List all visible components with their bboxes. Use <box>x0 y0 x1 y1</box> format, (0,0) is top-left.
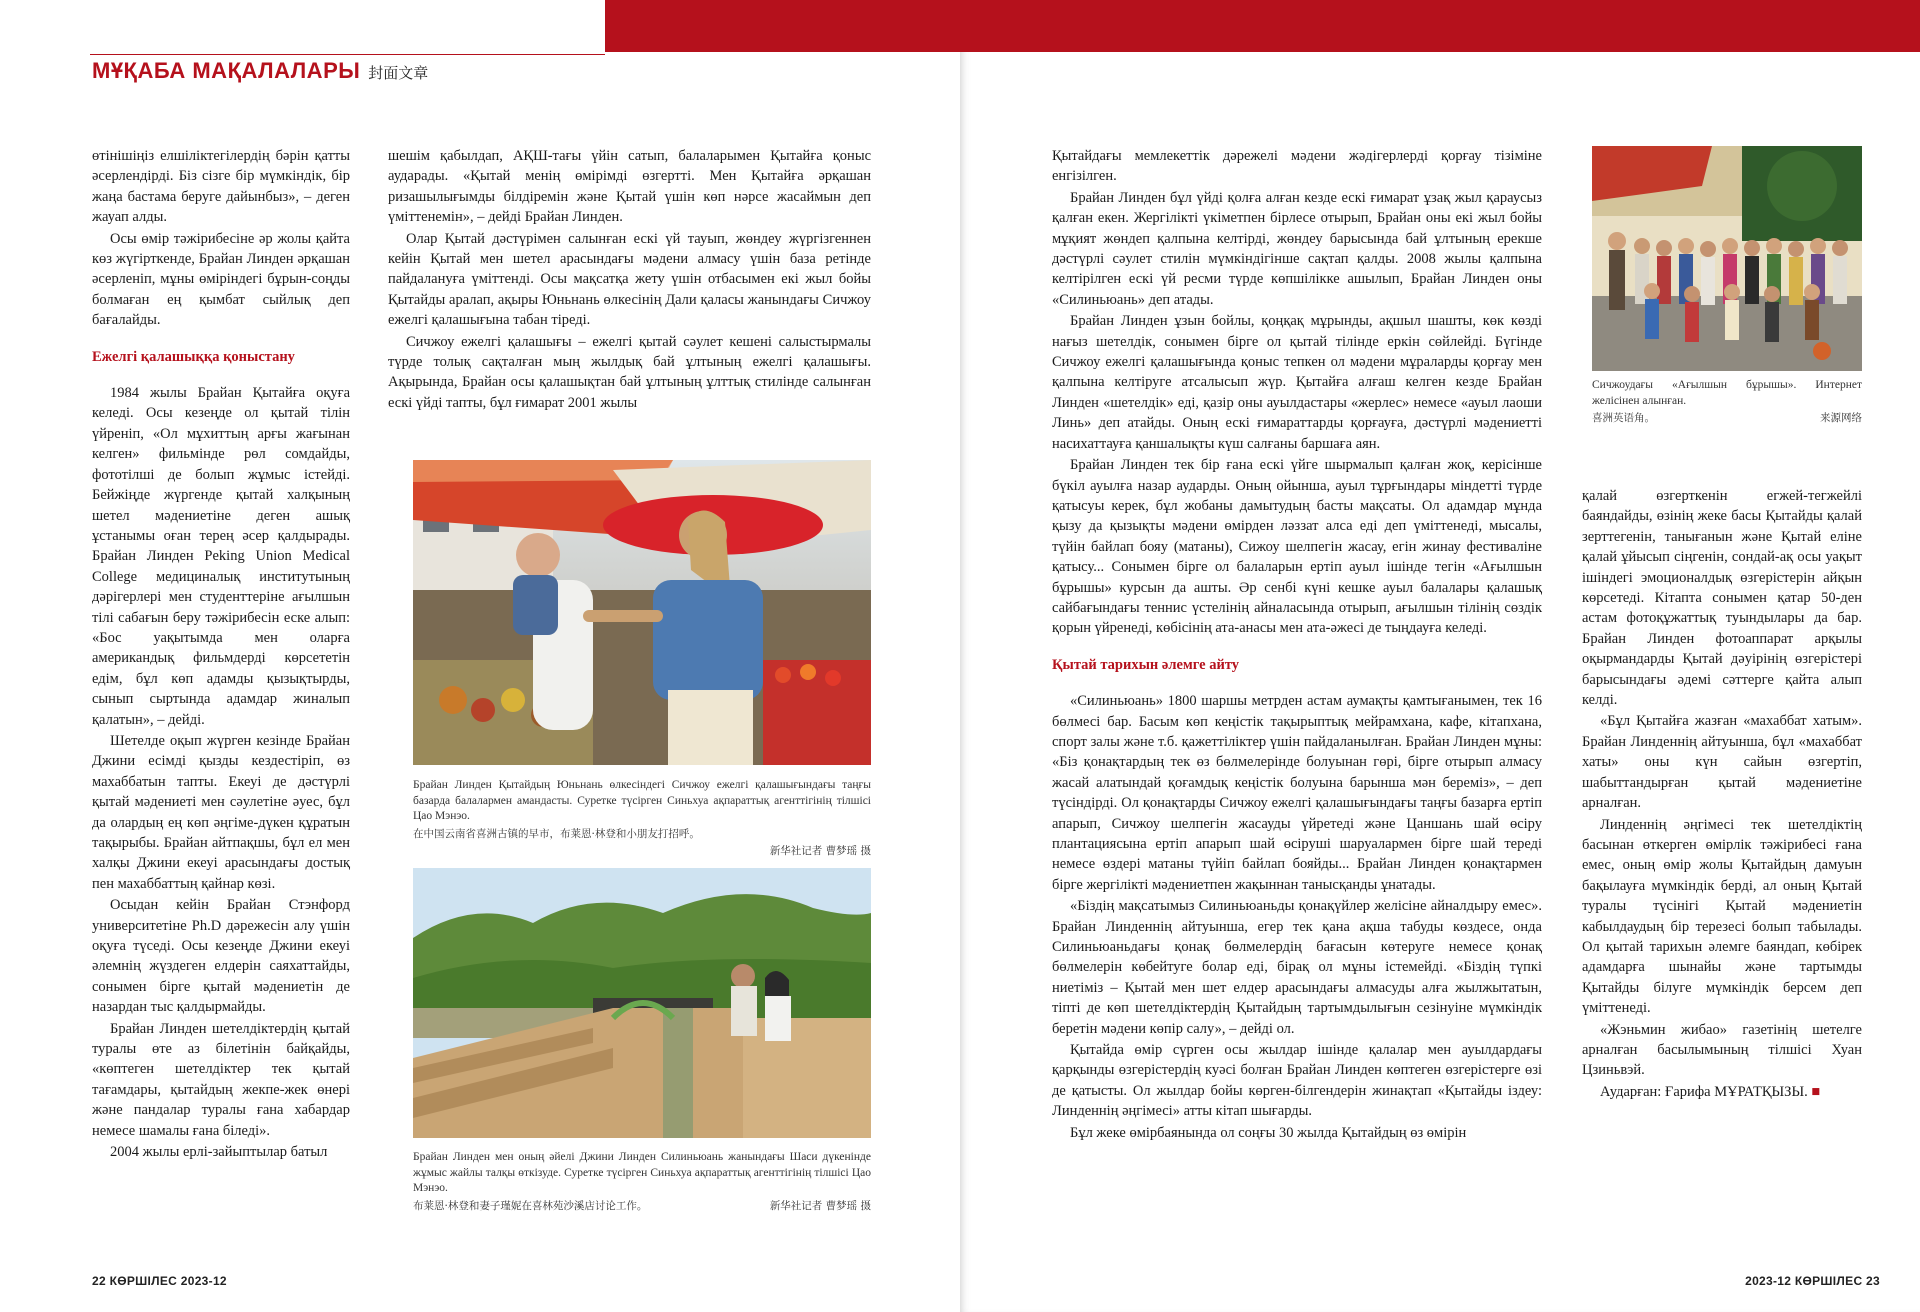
subheading: Қытай тарихын әлемге айту <box>1052 656 1240 673</box>
paragraph: шешім қабылдап, АҚШ-тағы үйін сатып, балаларымен Қытайға қоныс аударады. «Қытай менің өмірімді өзгертті. Мен Қытайға әрқашан ризашылығымды білдіремін және Қытай үшін көп нәрсе жасаймын деп үміттенемін», – дейді Брайан Линден. <box>388 148 871 226</box>
paragraph: «Силиньюань» 1800 шаршы метрден астам аумақты қамтығанымен, тек 16 бөлмесі бар. Басым көп кеңістік тақырыптық мейрамхана, кафе, кітапхана, спорт залы және т.б. қажеттіліктер үшін пайдаланылған. Брайан Линден мұны: «Біз қонақтардың тек өз бөлмелерінде болуынан гөрі, бірге отырып алмасу жасай алатындай қоғамдық кеңістік болуына барынша мән береміз», – деп түсіндірді. Ол қонақтарды Сичжоу ежелгі қалашығындағы таңғы базарға ертіп апарып, Сичжоу шелпегін жасауды үйретеді және Цаншань шай өсіру плантациясына ертіп апарып шай өсіруші шаруалармен бірге шай тереді немесе өздері матаны түйіп байлап бояйды... Брайан Линден қонақтармен бірге жергілікті мәдениетпен жақыннан танысқанды ұнатады. <box>1052 693 1542 893</box>
section-title: МҰҚАБА МАҚАЛАЛАРЫ <box>92 58 361 83</box>
english-corner-caption <box>1592 378 1862 427</box>
paragraph: Шетелде оқып жүрген кезінде Брайан Джини есімді қызды кездестіріп, өз махаббатын тапты. Екеуі де дәстүрлі қытай мәдениеті мен сәулетіне әуес, бұл да олардың ең көп әңгіме-дүкен құратын тақырыбы. Брайан айтпақшы, бұл ел мен халқы Джини екеуі арасындағы достық пен махаббаттың қайнар көзі. <box>92 732 350 892</box>
caption-zh: 喜洲英语角。 <box>1592 412 1655 424</box>
market-photo <box>413 460 871 765</box>
right-column-1 <box>1052 146 1542 1144</box>
paragraph: Осыдан кейін Брайан Стэнфорд университетіне Ph.D дәрежесін алу үшін оқуға түседі. Осы кезеңде Джини екеуі әлемнің жүздеген елдерін саяхаттайды, сонымен бірге қытай мәдениетін де назардан тыс қалдырмайды. <box>92 897 350 1016</box>
section-header <box>92 58 428 84</box>
section-title-zh: 封面文章 <box>368 64 429 82</box>
caption-text: Брайан Линден Қытайдың Юньнань өлкесіндегі Сичжоу ежелгі қалашығындағы таңғы базарда балалармен амандасты. Суретке түсірген Синьхуа ақпараттық агенттігінің тілшісі Цао Мэнэо. <box>413 779 871 822</box>
caption-credit: 新华社记者 曹梦瑶 摄 <box>769 845 871 857</box>
caption-credit: 来源网络 <box>1820 412 1862 424</box>
hotel-photo <box>413 868 871 1138</box>
hotel-photo-caption <box>413 1150 871 1214</box>
translator-credit: Аударған: Ғарифа МҰРАТҚЫЗЫ. ■ <box>1600 1083 1821 1100</box>
header-rule <box>90 54 605 55</box>
caption-credit: 新华社记者 曹梦瑶 摄 <box>769 1199 871 1212</box>
paragraph: Линденнің әңгімесі тек шетелдіктің басынан өткерген өмірлік тәжірибесі ғана емес, оның өмір жолы Қытайдың дамуын бақылауға мүмкіндік берді, ал оның Қытай туралы түсінігі Қытай мәдениетін кабылдаудың бір терезесі болып табылады. Ол қытай тарихын әлемге баяндап, көбірек адамдарға шынайы және тартымды Қытайды білуге мүмкіндік берсем деп үміттенеді. <box>1582 816 1862 1017</box>
page-number-left: 22 КӨРШІЛЕС 2023-12 <box>92 1274 227 1288</box>
caption-zh: 布莱恩·林登和妻子瑾妮在喜林苑沙溪店讨论工作。 <box>413 1199 648 1212</box>
end-mark: ■ <box>1811 1083 1821 1100</box>
paragraph: қалай өзгерткенін егжей-тегжейлі баяндайды, өзінің жеке басы Қытайды қалай зерттегенін, танығанын және Қытай еліне қалай ұйысып сіңгенін, сондай-ақ осы уақыт ішіндегі эмоционалдық өзгерістерін айқын көрсетеді. Кітапта сонымен қатар 50-ден астам фотоқұжаттық туындылары да бар. Брайан Линден фотоаппарат арқылы оқырмандарды Қытай дәуірінің өзгерістері барысындағы әдемі сәттерге қайта алып келді. <box>1582 488 1862 709</box>
left-column-1 <box>92 146 350 1164</box>
paragraph: 2004 жылы ерлі-зайыптылар батыл <box>110 1144 328 1161</box>
english-corner-photo <box>1592 146 1862 371</box>
paragraph: Брайан Линден тек бір ғана ескі үйге шырмалып қалған жоқ, керісінше бүкіл ауылға назар аударды. Оның ойынша, ауыл тұрғындары міндетті түрде қатысуы керек, бұл жобаны дамытудың басты мақсаты. Ол адамдар мұнда қызу да қызықты мәдени өмірден ләззат алса еді деп үміттенеді, мысалы, түйін байлап бояу (матаны), Сижоу шелпегін жасау, егін жинау фестиваліне қатысу... Сонымен бірге ол балаларын ертіп ауыл ішінде тегін «Ағылшын бұрышы» курсын да ашты. Әр сенбі күні кешке ауыл балалары қалашық сайбағындағы теннис үстелінің айналасында отырып, ағылшын тілінің сөздік қорын үйренеді, көбісінің ата-анасы мен ата-әжесі де тыңдауға келеді. <box>1052 457 1542 637</box>
paragraph: «Біздің мақсатымыз Силиньюаньды қонақүйлер желісіне айналдыру емес». Брайан Линденнің айтуынша, егер тек қана ақша табуды көздесе, онда Силиньюаньдағы қонақ бөлмелердің бағасын көтеруге немесе қонақ бөлмелерін көбейтуге болар еді, бірақ ол мұны істемейді. «Біздің түпкі ниетіміз – Қытай мен шет елдер арасындағы алмасуды алға жылжытатын, тіпті де көп шетелдіктердің Қытайдың тартымдылығын сезінуіне мүмкіндік беретін мәдени көпір салу», – дейді ол. <box>1052 898 1542 1037</box>
paragraph: «Бұл Қытайға жазған «махаббат хатым». Брайан Линденнің айтуынша, бұл «махаббат хаты» оны күн сайын өзгертіп, шабыттандырған қытай мәдениетіне арналған. <box>1582 713 1862 812</box>
paragraph: Брайан Линден шетелдіктердің қытай туралы өте аз білетінін байқайды, «көптеген шетелдіктер тек қытай тағамдары, қытайдың жекпе-жек өнері және пандалар туралы ғана хабардар немесе шамалы ғана біледі». <box>92 1020 350 1139</box>
right-page <box>960 0 1920 1312</box>
left-column-2 <box>388 146 871 414</box>
subheading: Ежелгі қалашыққа қоныстану <box>92 348 295 365</box>
caption-text: Брайан Линден мен оның әйелі Джини Линден Силиньюань жанындағы Шаси дүкенінде жұмыс жайлы талқы өткізуде. Суретке түсірген Синьхуа ақпараттық агенттігінің тілшісі Цао Мэнэо. <box>413 1151 871 1194</box>
right-column-2 <box>1582 486 1862 1103</box>
market-photo-caption <box>413 778 871 860</box>
paragraph: Брайан Линден бұл үйді қолға алған кезде ескі ғимарат ұзақ жыл қараусыз қалған екен. Жергілікті үкіметпен бірлесе отырып, Брайан оны екі жыл бойы мұқият жөндеп қалпына келтірді, жөндеу барысында бай ұлтының ерекше дәстүрлі сәулет стилін мүмкіндігінше сақтап қалды. 2008 жылы қалпына келтірілген ескі үй ресми түрде көпшілікке ашылып, Брайан Линден оны «Силиньюань» деп атады. <box>1052 189 1542 308</box>
paragraph: Осы өмір тәжірибесіне әр жолы қайта көз жүгірткенде, Брайан Линден әрқашан әсерленіп, мұны өміріндегі бұрын-соңды болмаған ең қымбат сыйлық деп бағалайды. <box>92 230 350 329</box>
paragraph: 1984 жылы Брайан Қытайға оқуға келеді. Осы кезеңде ол қытай тілін үйреніп, «Ол мұхиттың арғы жағынан келген» фильмінде рөл сомдайды, фототілші де болып жұмыс істейді. Бейжіңде жүргенде қытай халқының шетел мәдениетіне деген ашық ұстанымы оған терең әсер қалдырады. Брайан Линден Peking Union Medical College медициналық институтының дәрігерлері мен студенттеріне ағылшын тілі сабағын беру тәжірибесін еске алып: «Бос уақытымда мен оларға американдық фильмдерді көрсететін едім, бұл көп адамды қызықтырды, сынып сыртында адамдар жиналып қалатын», – дейді. <box>92 385 350 728</box>
header-red-band <box>605 0 1920 52</box>
paragraph: «Жэньмин жибао» газетінің шетелге арналған басылымының тілшісі Хуан Цзиньвэй. <box>1582 1021 1862 1079</box>
paragraph: Брайан Линден ұзын бойлы, қоңқақ мұрынды, ақшыл шашты, көк көзді нағыз шетелдік, сонымен бірге ол қытай тілінде еркін сөйлейді. Бүгінде Сичжоу ежелгі қалашығында қоныс тепкен ол мәдени мұраларды қорғау мен қалпына келтіруге атсалысып жүр. Қытайға алғаш келген кезде Брайан Линден «шетелдік» еді, қазір оны ауылдастары «жерлес» немесе «ауыл лаоши Линь» деп атайды. Оның ескі ғимараттарды қорғауға, дәстүрлі мәдениетті насихаттауға қаншалықты күш салғаны баршаға аян. <box>1052 313 1542 452</box>
paragraph: Бұл жеке өмірбаянында ол соңғы 30 жылда Қытайдың өз өмірін <box>1070 1124 1467 1141</box>
paragraph: Қытайдағы мемлекеттік дәрежелі мәдени жәдігерлерді қорғау тізіміне енгізілген. <box>1052 148 1542 185</box>
paragraph: Сичжоу ежелгі қалашығы – ежелгі қытай сәулет кешені салыстырмалы түрде толық сақталған мың жылдық бай ұлтының ежелгі қалашығы. Ақырында, Брайан осы қалашықтан бай ұлтының ұлттық стилінде салынған ескі үйді тапты, бұл ғимарат 2001 жылы <box>388 333 871 411</box>
paragraph: Олар Қытай дәстүрімен салынған ескі үй тауып, жөндеу жүргізгеннен кейін Қытай мен шетел арасындағы мәдени алмасу үшін база ретінде пайдалануға үміттенді. Осы мақсатқа жету үшін отбасымен екі жыл бойы Қытайды аралап, ақыры Юньнань өлкесінің Дали қаласы жанындағы Сичжоу ежелгі қалашығына табан тіреді. <box>388 230 871 329</box>
paragraph: Қытайда өмір сүрген осы жылдар ішінде қалалар мен ауылдардағы қарқынды өзгерістердің куәсі болған Брайан Линден көптеген өзгерістерге өзі де қатысты. Ол жылдар бойы көрген-білгендерін жинақтап «Қытайды іздеу: Линденнің әңгімесі» атты кітап шығарды. <box>1052 1042 1542 1120</box>
caption-zh: 在中国云南省喜洲古镇的早市，布莱恩·林登和小朋友打招呼。 <box>413 827 700 840</box>
page-number-right: 2023-12 КӨРШІЛЕС 23 <box>1745 1274 1880 1288</box>
paragraph: өтінішіңіз елшіліктегілердің бәрін қатты әсерлендірді. Біз сізге бір мүмкіндік, бір жаңа бастама беруге дайынбыз», – деген жауап алды. <box>92 148 350 226</box>
caption-text: Сичжоудағы «Ағылшын бұрышы». Интернет желісінен алынған. <box>1592 379 1862 407</box>
